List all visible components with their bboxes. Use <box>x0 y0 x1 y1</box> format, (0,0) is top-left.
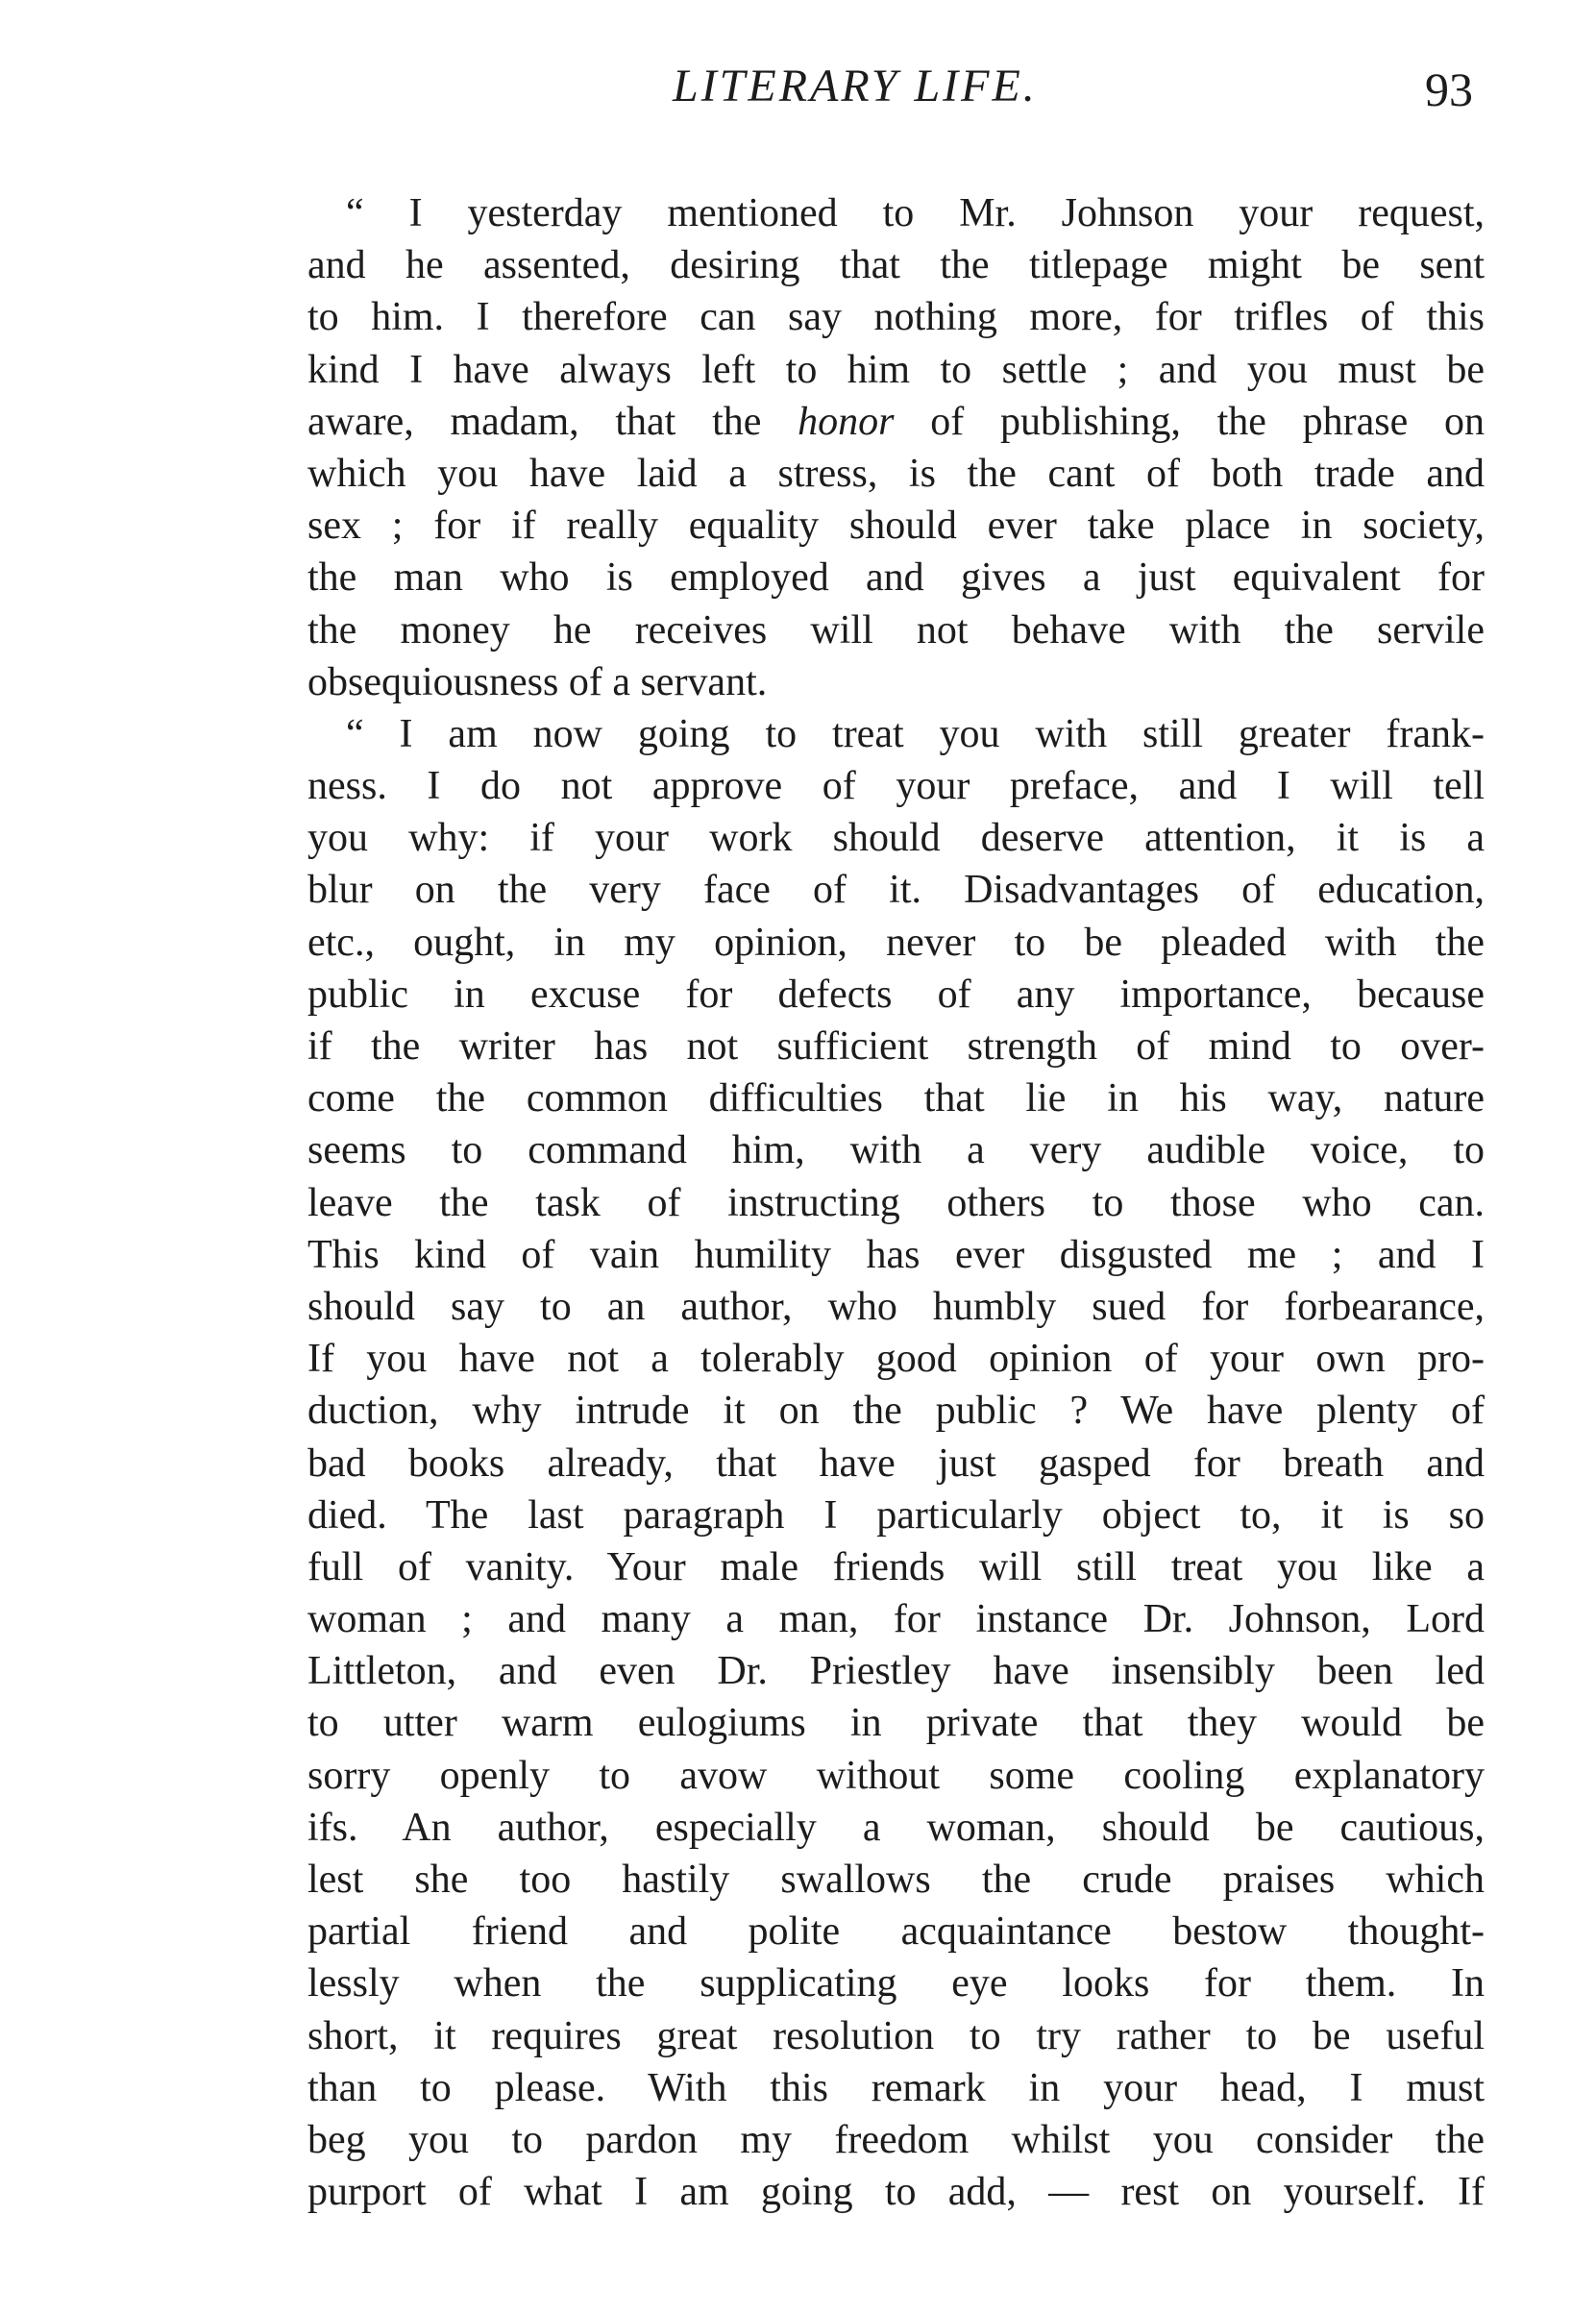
text-line: This kind of vain humility has ever disgusted me ; and I <box>307 1232 1485 1277</box>
text-line: which you have laid a stress, is the cant of both trade and <box>307 451 1485 496</box>
running-header <box>307 60 1485 156</box>
text-line: If you have not a tolerably good opinion of your own pro- <box>307 1337 1485 1382</box>
body-text <box>307 187 1485 2218</box>
text-line: ness. I do not approve of your preface, and I will tell <box>307 764 1485 809</box>
text-line: lessly when the supplicating eye looks for them. In <box>307 1961 1485 2006</box>
text-line: come the common difficulties that lie in his way, nature <box>307 1076 1485 1121</box>
text-line: etc., ought, in my opinion, never to be pleaded with the <box>307 920 1485 965</box>
italic-word: honor <box>798 399 895 444</box>
text-line: sex ; for if really equality should ever take place in society, <box>307 504 1485 549</box>
text-line: leave the task of instructing others to those who can. <box>307 1180 1485 1225</box>
page-number: 93 <box>1425 62 1473 116</box>
text-line: to him. I therefore can say nothing more, for trifles of this <box>307 295 1485 340</box>
text-segment: aware, madam, that the <box>307 399 762 444</box>
text-line: kind I have always left to him to settle ; and you must be <box>307 347 1485 392</box>
text-line: Littleton, and even Dr. Priestley have insensibly been led <box>307 1649 1485 1694</box>
text-line: bad books already, that have just gasped for breath and <box>307 1440 1485 1486</box>
running-title: LITERARY LIFE. <box>673 61 1038 111</box>
text-line: partial friend and polite acquaintance bestow thought- <box>307 1909 1485 1955</box>
text-line: blur on the very face of it. Disadvantages of education, <box>307 868 1485 913</box>
text-line: beg you to pardon my freedom whilst you consider the <box>307 2117 1485 2162</box>
text-line: “ I am now going to treat you with still greater frank- <box>346 711 1485 756</box>
text-line: and he assented, desiring that the titlepage might be sent <box>307 243 1485 288</box>
text-line: the money he receives will not behave with the servile <box>307 607 1485 652</box>
text-line: died. The last paragraph I particularly object to, it is so <box>307 1492 1485 1538</box>
text-line: full of vanity. Your male friends will still treat you like a <box>307 1544 1485 1589</box>
text-line: seems to command him, with a very audible voice, to <box>307 1128 1485 1173</box>
text-line: than to please. With this remark in your head, I must <box>307 2065 1485 2110</box>
text-line: the man who is employed and gives a just equivalent for <box>307 555 1485 601</box>
text-line: public in excuse for defects of any importance, because <box>307 972 1485 1017</box>
text-line: if the writer has not sufficient strength of mind to over- <box>307 1024 1485 1069</box>
text-line: purport of what I am going to add, — rest on yourself. If <box>307 2170 1485 2215</box>
text-line: should say to an author, who humbly sued for forbearance, <box>307 1284 1485 1329</box>
text-line: ifs. An author, especially a woman, should be cautious, <box>307 1805 1485 1850</box>
text-line: duction, why intrude it on the public ? We have plenty of <box>307 1389 1485 1434</box>
text-line: lest she too hastily swallows the crude praises which <box>307 1858 1485 1902</box>
text-line: “ I yesterday mentioned to Mr. Johnson your request, <box>346 191 1485 235</box>
text-line: short, it requires great resolution to try rather to be useful <box>307 2013 1485 2058</box>
text-line <box>307 396 1485 448</box>
text-line: to utter warm eulogiums in private that they would be <box>307 1701 1485 1746</box>
text-line: sorry openly to avow without some cooling explanatory <box>307 1753 1485 1798</box>
text-line: obsequiousness of a servant. <box>307 659 768 704</box>
text-line: woman ; and many a man, for instance Dr. Johnson, Lord <box>307 1597 1485 1642</box>
text-line: you why: if your work should deserve attention, it is a <box>307 816 1485 861</box>
text-segment: of publishing, the phrase on <box>930 399 1486 444</box>
